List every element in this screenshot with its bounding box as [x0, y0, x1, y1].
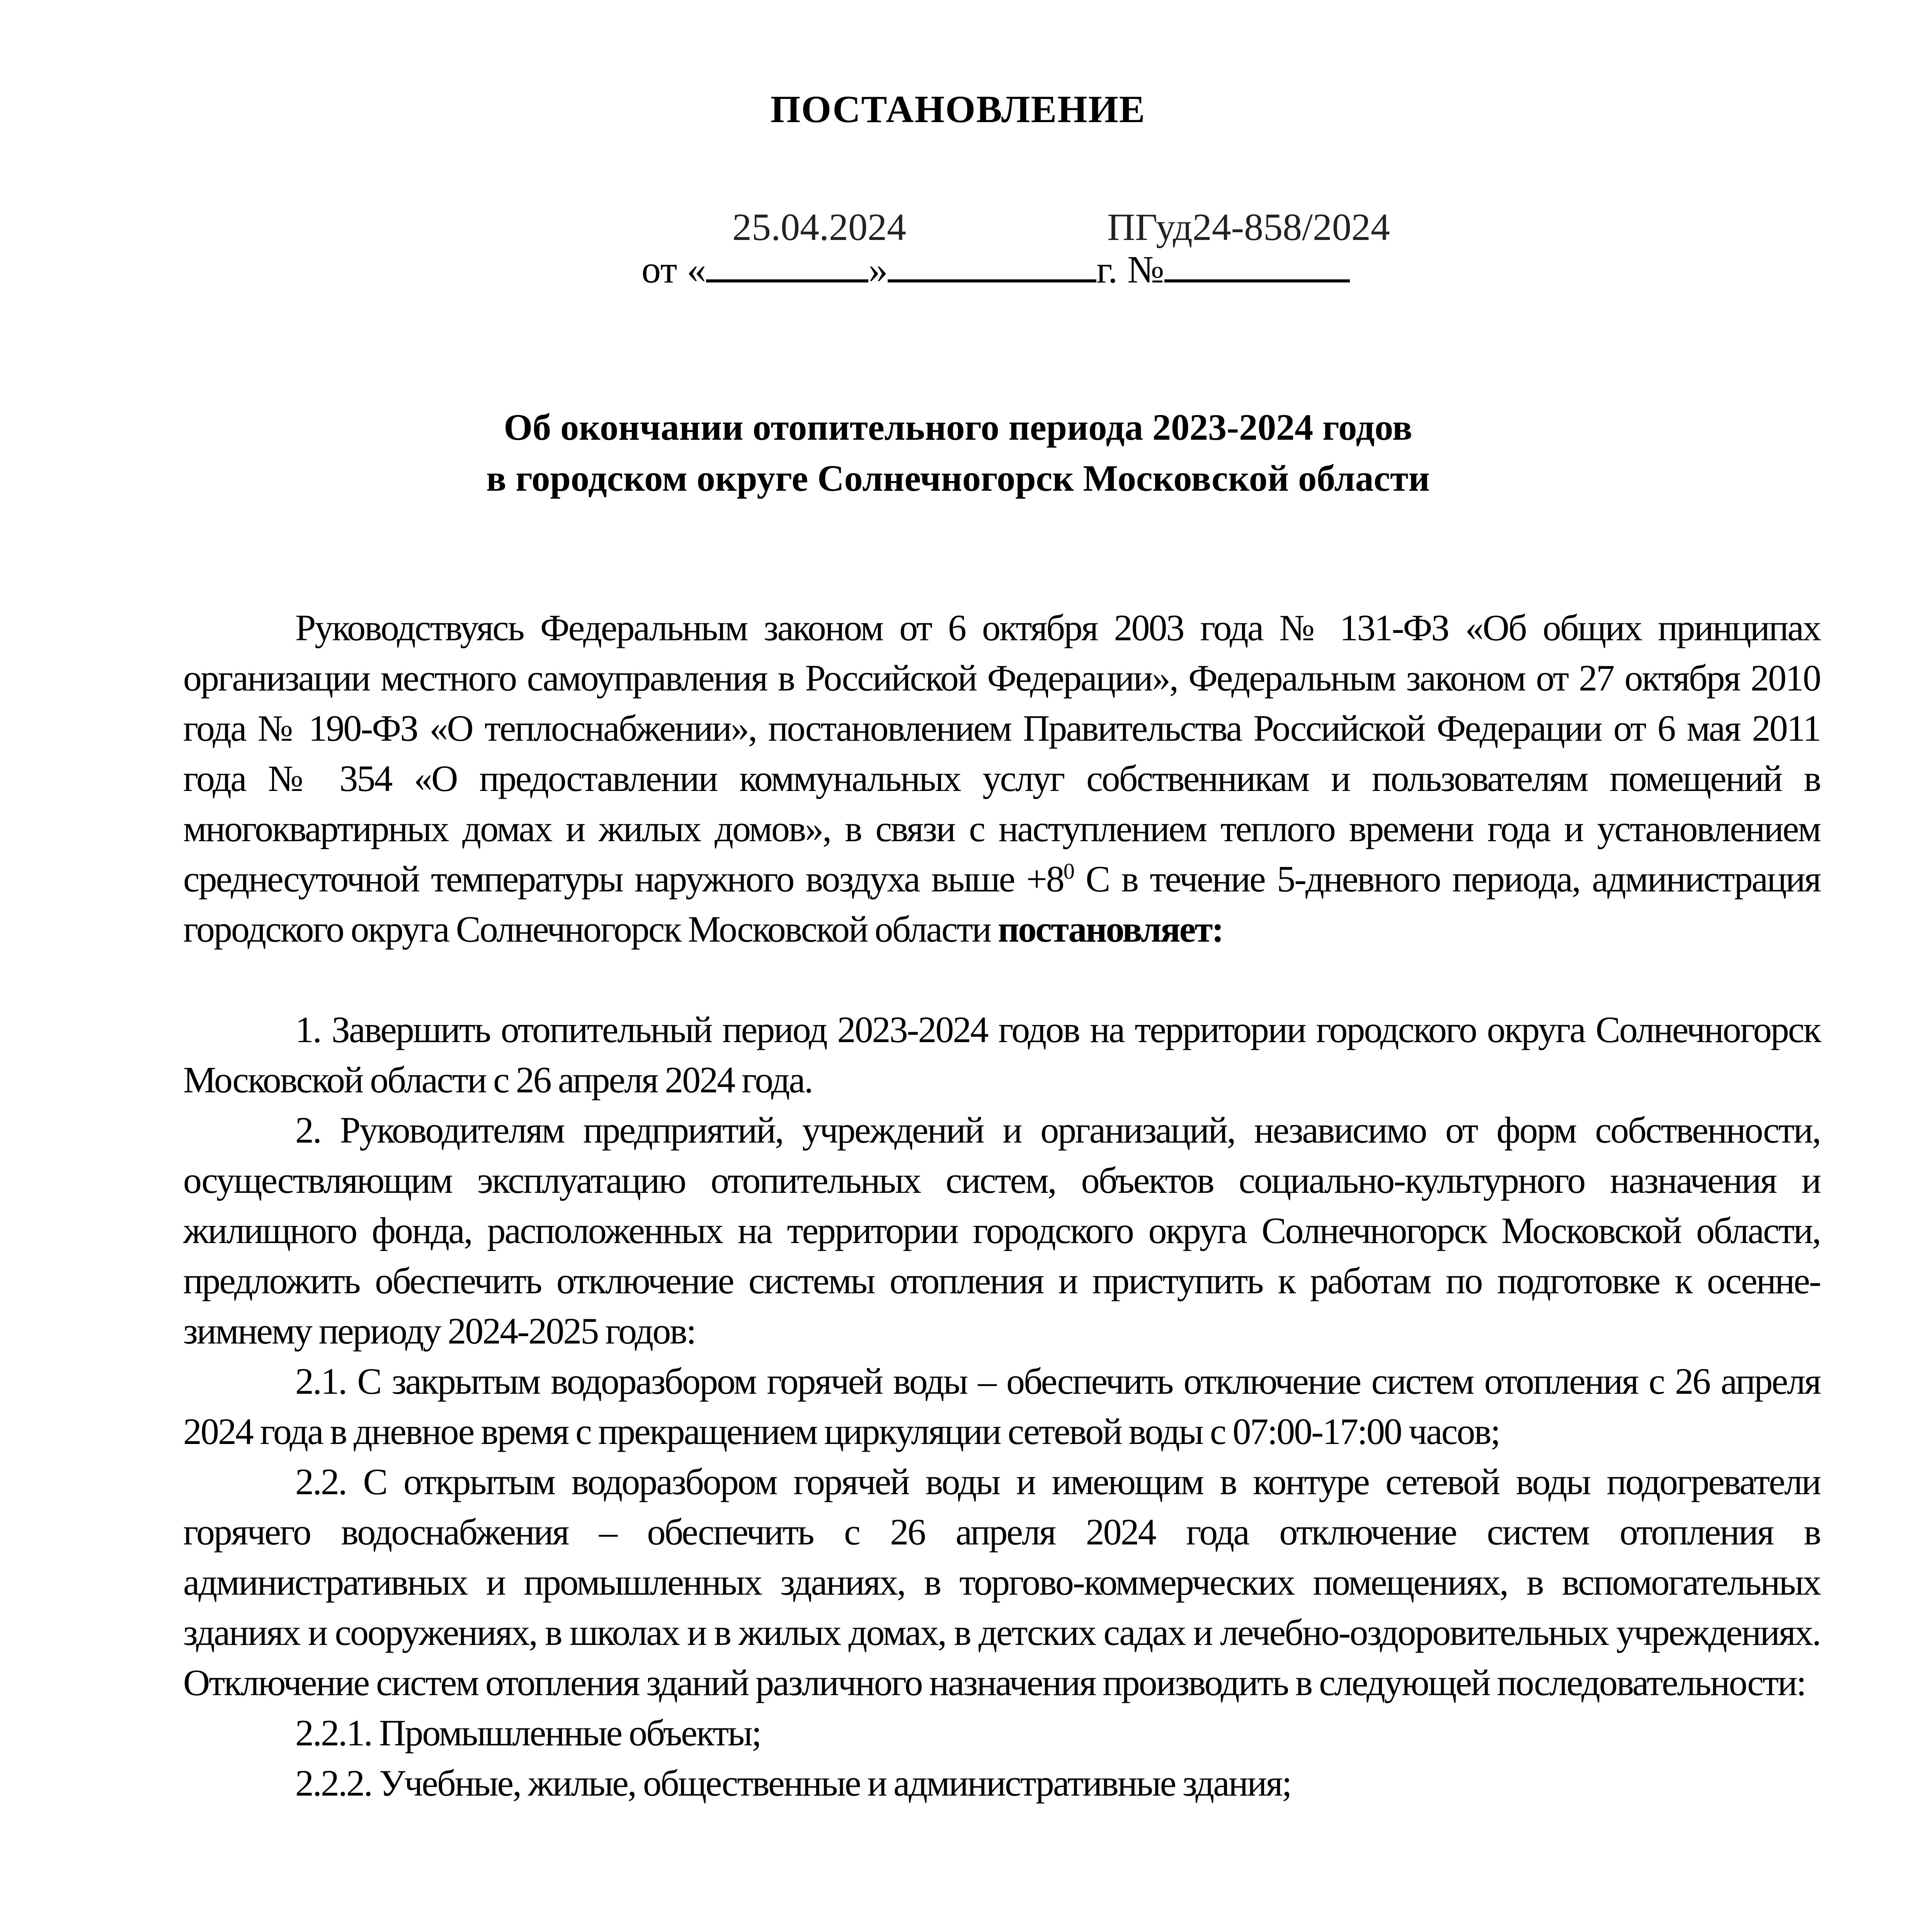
item-2-2-2: 2.2.2. Учебные, жилые, общественные и административные здания;: [295, 1762, 1291, 1804]
document-title: ПОСТАНОВЛЕНИЕ: [770, 88, 1146, 131]
document-heading: [0, 402, 1916, 504]
preamble-paragraph: [183, 603, 1820, 954]
date-prefix: от «: [642, 248, 706, 291]
item-2-2: 2.2. С открытым водоразбором горячей воды и имеющим в контуре сетевой воды подогреватели горячего водоснабжения – обеспечить с 26 апреля 2024 года отключение систем отопления в административных и промышленных зданиях, в торгово-коммерческих помещениях, в вспомогательных зданиях и сооружениях, в школах и в жилых домах, в детских садах и лечебно-оздоровительных учреждениях. Отключение систем отопления зданий различного назначения производить в следующей последовательности:: [183, 1461, 1820, 1703]
number-blank: [1164, 279, 1350, 282]
degree-superscript: 0: [1063, 859, 1074, 884]
date-number-line: [642, 247, 1350, 292]
preamble-text: Руководствуясь Федеральным законом от 6 октября 2003 года № 131-ФЗ «Об общих принципах организации местного самоуправления в Российской Федерации», Федеральным законом от 27 октября 2010 года № 190-ФЗ «О теплоснабжении», постановлением Правительства Российской Федерации от 6 мая 2011 года № 354 «О предоставлении коммунальных услуг собственникам и пользователям помещений в многоквартирных домах и жилых домов», в связи с наступлением теплого времени года и установлением среднесуточной температуры наружного воздуха выше +8: [183, 607, 1820, 900]
resolves-word: постановляет:: [998, 908, 1223, 950]
preamble-text-cont: С в течение 5-дневного периода, администрация городского округа Солнечногорск Московской области: [183, 858, 1821, 950]
filled-number: ПГуд24-858/2024: [1107, 206, 1390, 248]
month-blank: [888, 279, 1096, 282]
item-2-1: 2.1. С закрытым водоразбором горячей воды – обеспечить отключение систем отопления с 26 апреля 2024 года в дневное время с прекращением циркуляции сетевой воды с 07:00-17:00 часов;: [183, 1361, 1820, 1452]
day-blank: [706, 279, 868, 282]
filled-date: 25.04.2024: [732, 206, 906, 248]
heading-line: в городском округе Солнечногорск Московской области: [486, 457, 1430, 499]
year-suffix: г. №: [1096, 248, 1164, 291]
item-2-2-1: 2.2.1. Промышленные объекты;: [295, 1712, 761, 1753]
item-2: 2. Руководителям предприятий, учреждений и организаций, независимо от форм собственности, осуществляющим эксплуатацию отопительных систем, объектов социально-культурного назначения и жилищного фонда, расположенных на территории городского округа Солнечногорск Московской области, предложить обеспечить отключение системы отопления и приступить к работам по подготовке к осенне-зимнему периоду 2024-2025 годов:: [183, 1109, 1820, 1352]
date-mid: »: [868, 248, 888, 291]
heading-line: Об окончании отопительного периода 2023-2024 годов: [504, 406, 1412, 448]
document-body: [183, 603, 1820, 1808]
item-1: 1. Завершить отопительный период 2023-2024 годов на территории городского округа Солнечногорск Московской области с 26 апреля 2024 года.: [183, 1009, 1820, 1100]
